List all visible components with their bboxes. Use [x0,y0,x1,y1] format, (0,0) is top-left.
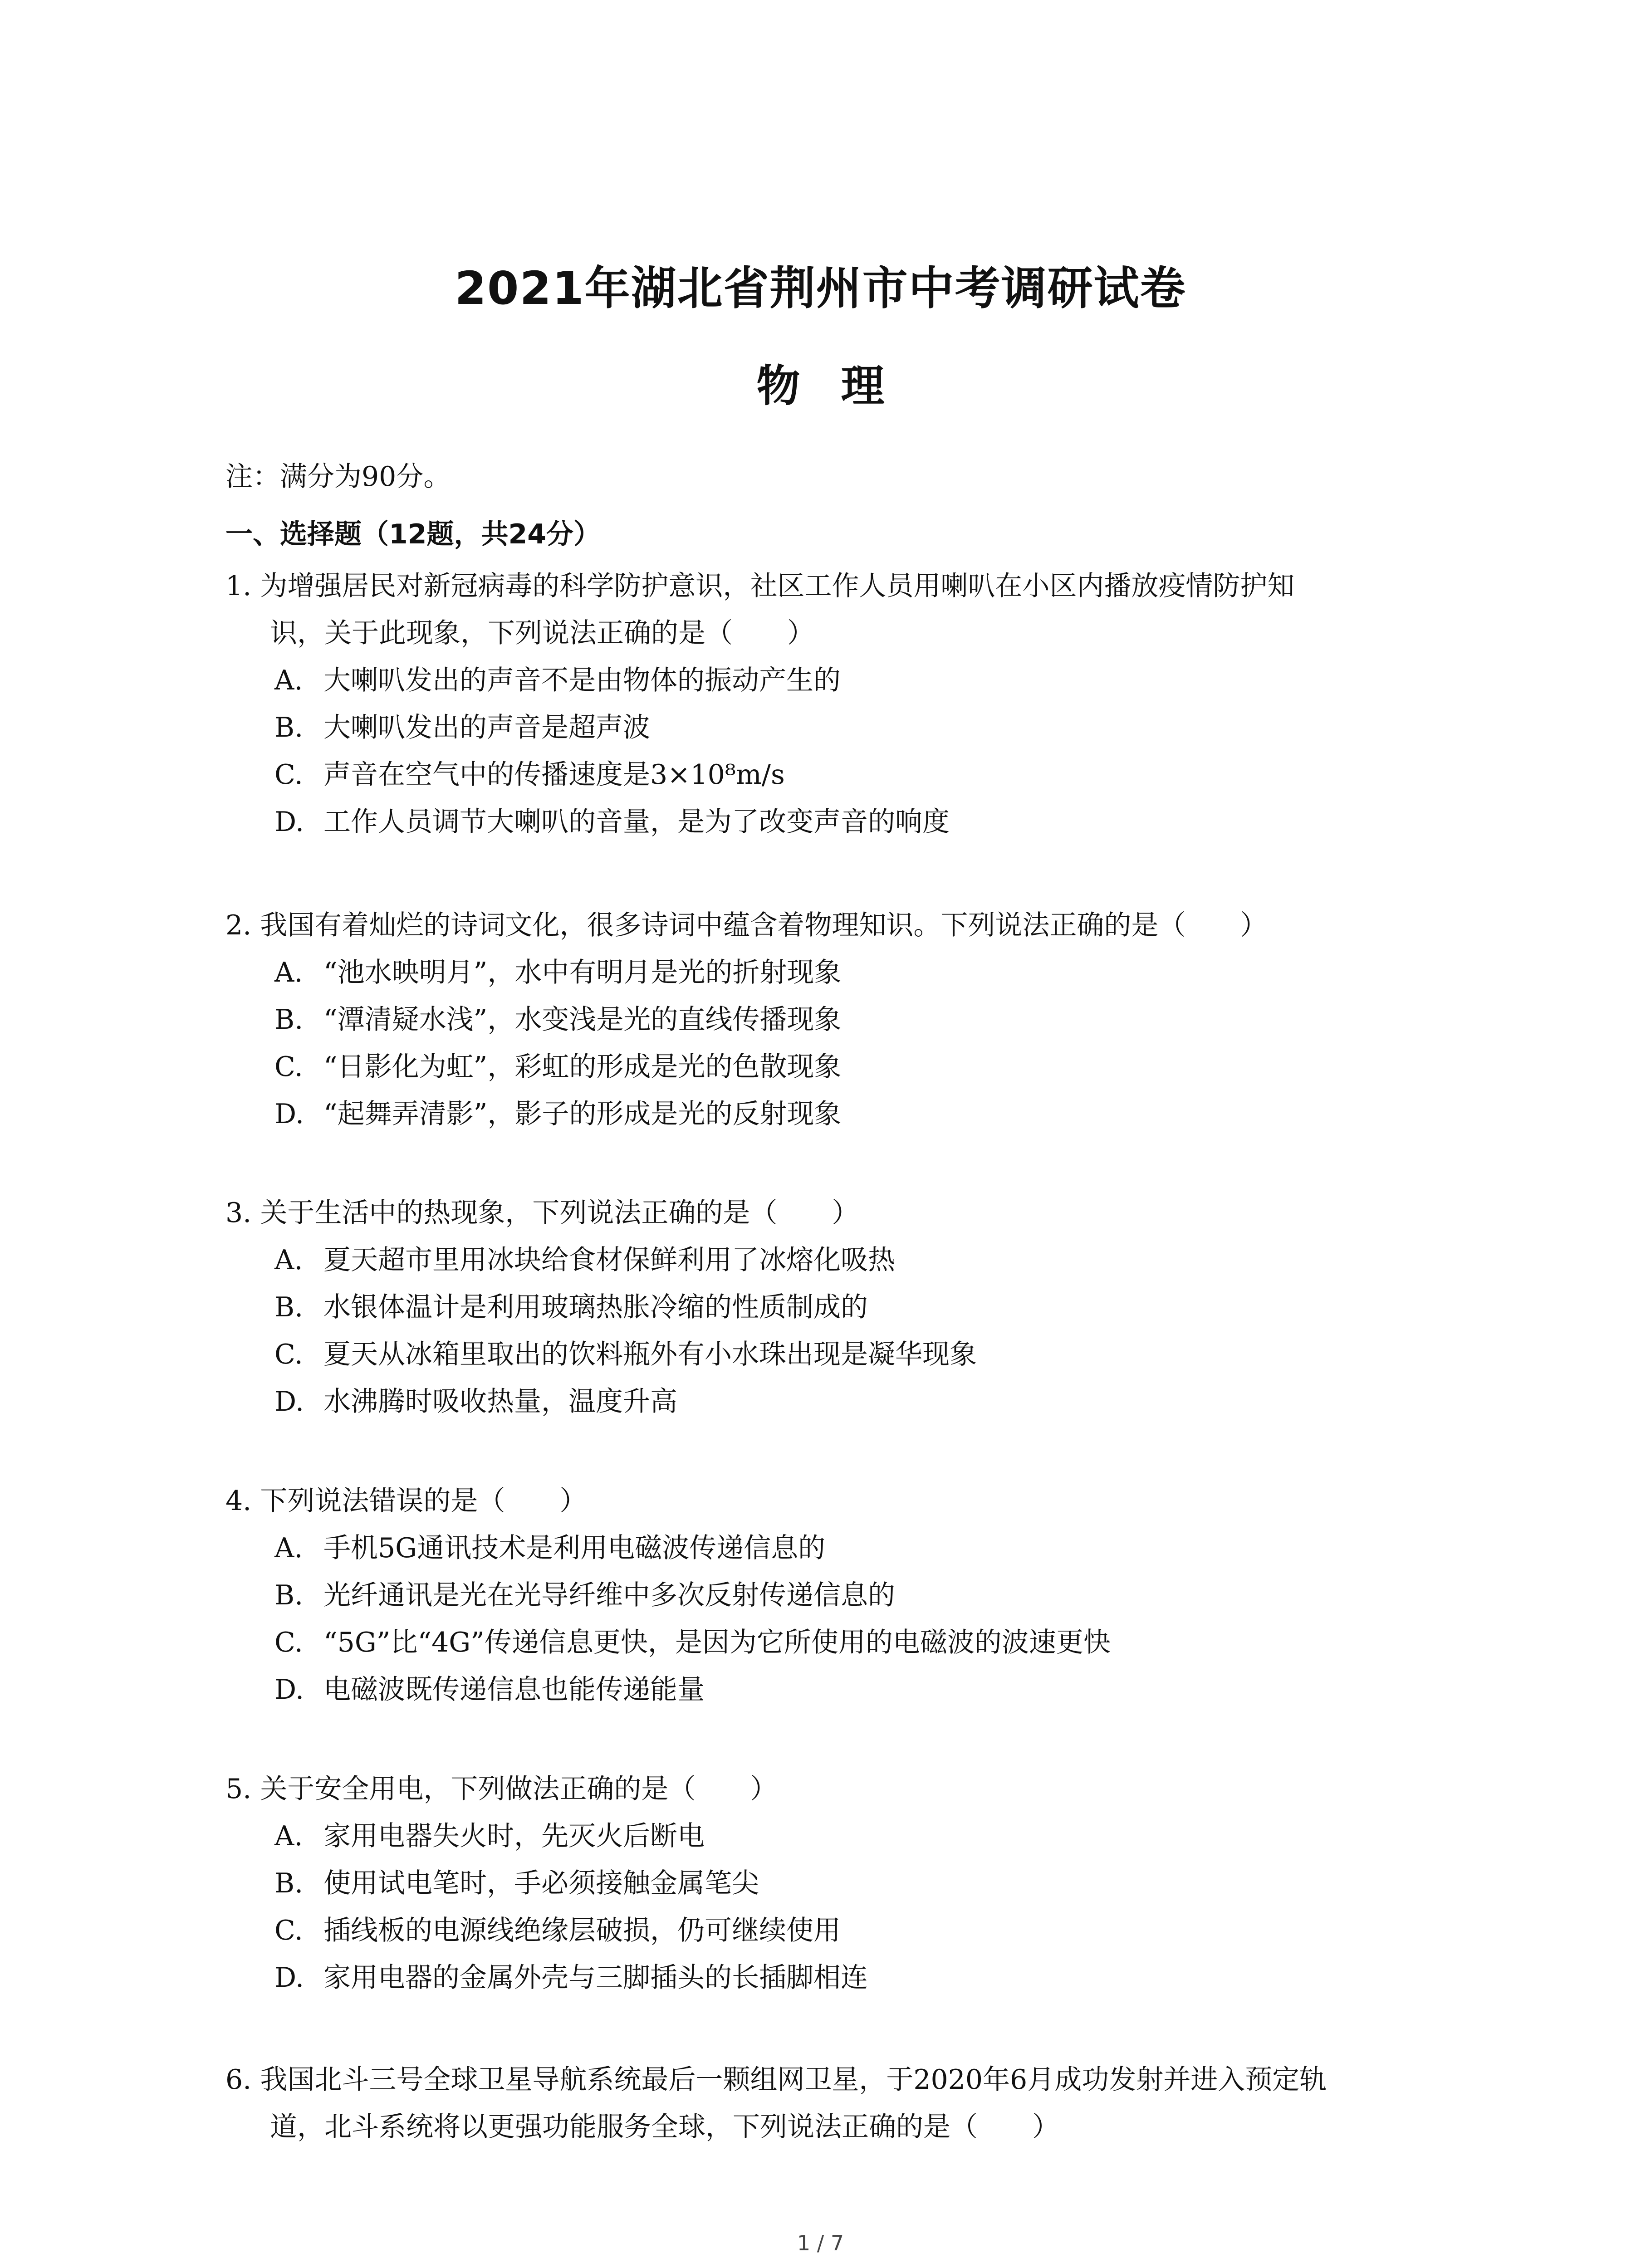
option-text: 插线板的电源线绝缘层破损，仍可继续使用 [323,1915,841,1946]
option-a [225,949,1450,996]
option-b [225,704,1450,751]
question-text-continued: 道，北斗系统将以更强功能服务全球，下列说法正确的是（ ） [270,2111,1059,2143]
option-text: 光纤通讯是光在光导纤维中多次反射传递信息的 [323,1579,895,1611]
option-d [225,798,1450,846]
question-line [225,562,1450,610]
question-text: 关于生活中的热现象，下列说法正确的是（ ） [260,1197,859,1229]
option-c [225,1331,1450,1378]
option-letter: C. [274,1915,303,1946]
option-text: 大喇叭发出的声音是超声波 [323,712,650,743]
option-text: 工作人员调节大喇叭的音量，是为了改变声音的响度 [323,806,950,838]
option-b [225,996,1450,1043]
question-number: 3. [225,1197,252,1229]
question-text-continued: 识，关于此现象，下列说法正确的是（ ） [270,617,814,649]
question-2 [225,902,1450,1138]
option-b [225,1284,1450,1331]
option-letter: D. [274,1098,304,1130]
question-number: 2. [225,909,252,941]
question-text: 为增强居民对新冠病毒的科学防护意识，社区工作人员用喇叭在小区内播放疫情防护知 [260,570,1295,602]
option-letter: C. [274,1339,303,1370]
option-text: 电磁波既传递信息也能传递能量 [323,1674,705,1706]
question-line [225,902,1450,949]
option-b [225,1860,1450,1907]
option-text: “潭清疑水浅”，水变浅是光的直线传播现象 [323,1004,842,1036]
option-letter: A. [274,1820,303,1852]
option-letter: B. [274,1867,304,1899]
option-letter: D. [274,1674,304,1706]
option-text: 大喇叭发出的声音不是由物体的振动产生的 [323,665,841,696]
option-text: “池水映明月”，水中有明月是光的折射现象 [323,957,842,988]
question-4 [225,1477,1450,1713]
question-number: 4. [225,1485,252,1517]
option-d [225,1090,1450,1138]
option-letter: C. [274,1627,303,1658]
question-number: 1. [225,570,252,602]
option-text: 使用试电笔时，手必须接触金属笔尖 [323,1867,759,1899]
option-c [225,751,1450,798]
option-d [225,1378,1450,1425]
option-b [225,1572,1450,1619]
option-letter: A. [274,1244,303,1276]
option-text: 夏天从冰箱里取出的饮料瓶外有小水珠出现是凝华现象 [323,1339,977,1370]
option-letter: B. [274,1291,304,1323]
option-text: “5G”比“4G”传递信息更快，是因为它所使用的电磁波的波速更快 [323,1627,1111,1658]
question-line [225,1477,1450,1525]
option-letter: A. [274,1532,303,1564]
question-5 [225,1765,1450,2001]
section-heading: 一、选择题（12题，共24分） [225,518,601,550]
subject-title: 物理 [756,361,926,411]
question-text: 下列说法错误的是（ ） [260,1485,587,1517]
option-d [225,1666,1450,1713]
page-indicator: 1 / 7 [797,2231,844,2255]
option-letter: D. [274,1386,304,1418]
option-a [225,657,1450,704]
option-c [225,1043,1450,1090]
option-text: “起舞弄清影”，影子的形成是光的反射现象 [323,1098,842,1130]
option-text: 水银体温计是利用玻璃热胀冷缩的性质制成的 [323,1291,868,1323]
question-text: 我国有着灿烂的诗词文化，很多诗词中蕴含着物理知识。下列说法正确的是（ ） [260,909,1268,941]
option-letter: D. [274,1962,304,1994]
option-text: 家用电器失火时，先灭火后断电 [323,1820,705,1852]
option-a [225,1525,1450,1572]
option-text: 声音在空气中的传播速度是3×10⁸m/s [323,759,785,791]
question-line [225,2056,1450,2103]
option-text: “日影化为虹”，彩虹的形成是光的色散现象 [323,1051,842,1083]
question-6 [225,2056,1450,2151]
option-text: 手机5G通讯技术是利用电磁波传递信息的 [323,1532,826,1564]
question-1 [225,562,1450,846]
option-a [225,1813,1450,1860]
option-letter: C. [274,1051,303,1083]
option-text: 夏天超市里用冰块给食材保鲜利用了冰熔化吸热 [323,1244,895,1276]
option-letter: B. [274,1004,304,1036]
question-number: 5. [225,1773,252,1805]
option-letter: C. [274,759,303,791]
option-text: 家用电器的金属外壳与三脚插头的长插脚相连 [323,1962,868,1994]
option-a [225,1237,1450,1284]
option-text: 水沸腾时吸收热量，温度升高 [323,1386,677,1418]
question-text: 我国北斗三号全球卫星导航系统最后一颗组网卫星，于2020年6月成功发射并进入预定轨 [260,2064,1327,2096]
exam-title: 2021年湖北省荆州市中考调研试卷 [455,262,1186,315]
option-d [225,1954,1450,2001]
option-letter: A. [274,665,303,696]
question-line [225,1765,1450,1813]
question-number: 6. [225,2064,252,2096]
option-c [225,1907,1450,1954]
option-letter: B. [274,1579,304,1611]
option-letter: D. [274,806,304,838]
question-3 [225,1189,1450,1425]
question-text: 关于安全用电，下列做法正确的是（ ） [260,1773,778,1805]
option-letter: A. [274,957,303,988]
option-letter: B. [274,712,304,743]
question-line [225,1189,1450,1237]
option-c [225,1619,1450,1666]
score-note: 注：满分为90分。 [225,461,451,493]
